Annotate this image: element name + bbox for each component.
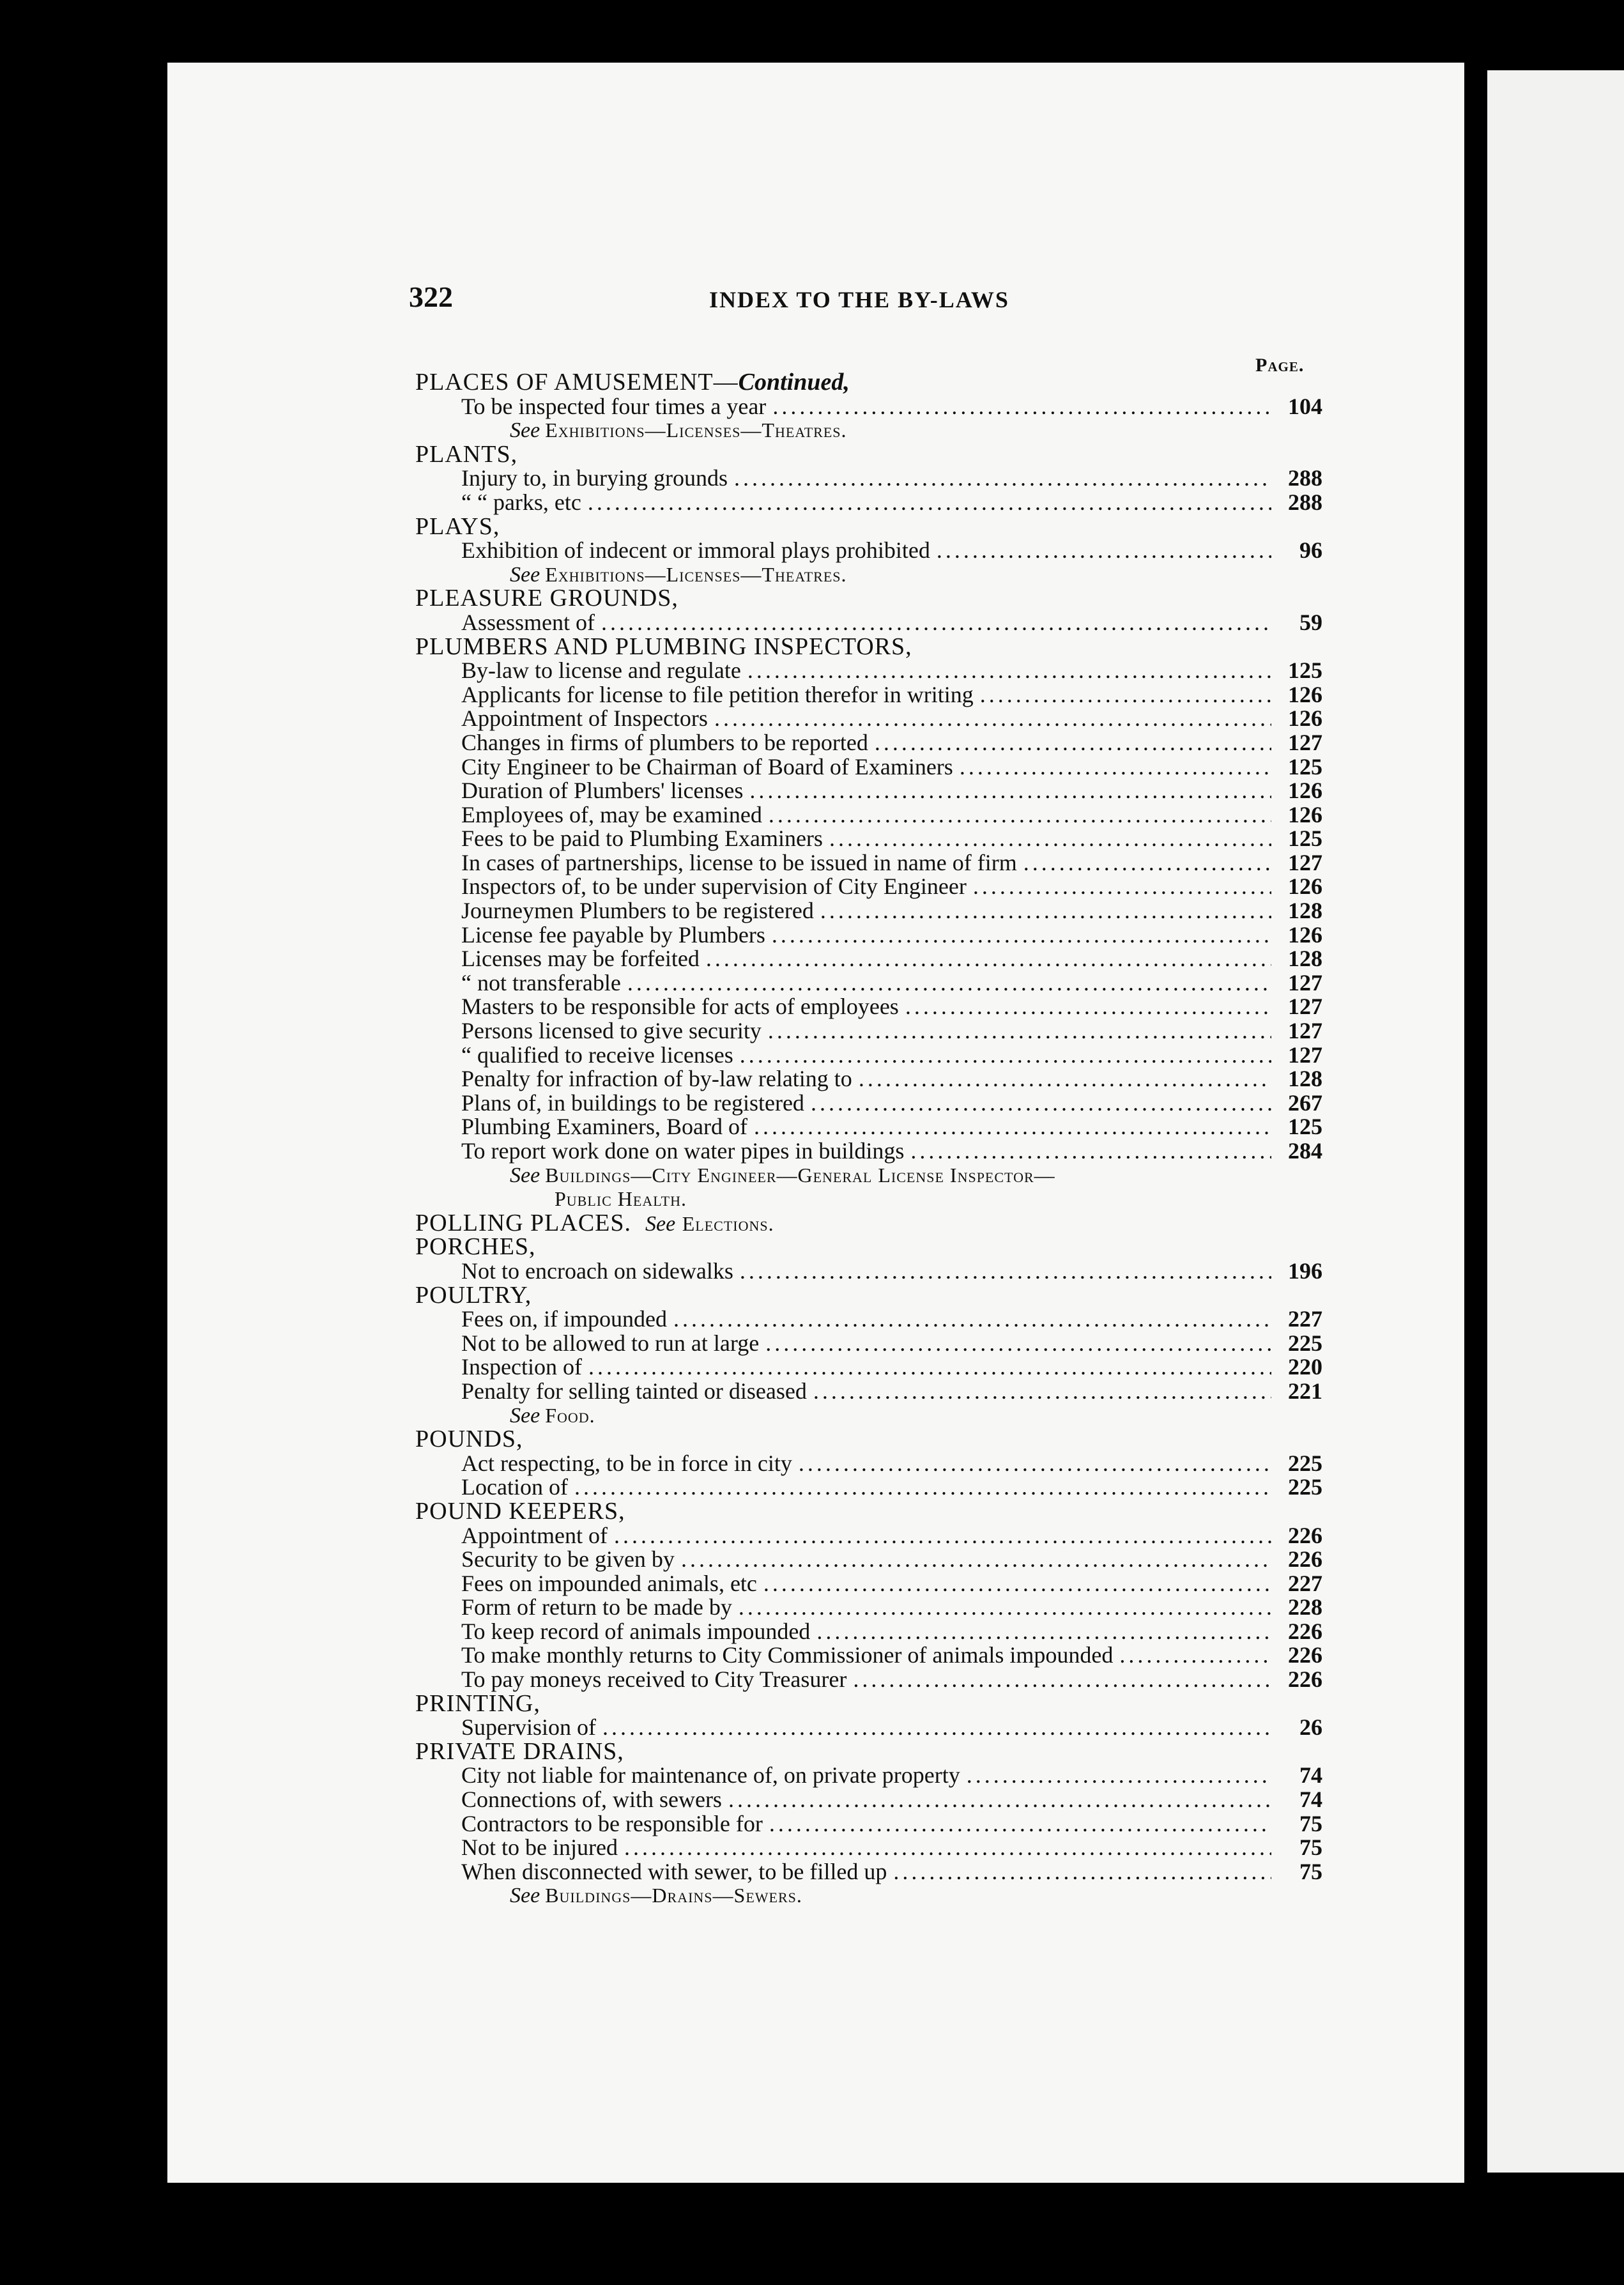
dot-leader bbox=[980, 683, 1271, 707]
entry-page-number: 228 bbox=[1288, 1594, 1322, 1620]
index-entry bbox=[402, 1452, 1322, 1476]
entry-text: Fees to be paid to Plumbing Examiners bbox=[461, 826, 823, 852]
heading-text: POULTRY, bbox=[415, 1281, 532, 1309]
heading-text: POUNDS, bbox=[415, 1426, 523, 1453]
dot-leader bbox=[1119, 1643, 1271, 1668]
index-entry bbox=[402, 1668, 1322, 1692]
dot-leader bbox=[601, 611, 1271, 635]
see-label: See bbox=[510, 1403, 540, 1427]
see-reference-continued bbox=[402, 1187, 1322, 1212]
entry-page-number: 125 bbox=[1288, 826, 1322, 852]
dot-leader bbox=[765, 1332, 1271, 1356]
entry-page-number: 96 bbox=[1299, 537, 1322, 564]
entry-text: Fees on, if impounded bbox=[461, 1306, 667, 1332]
dot-leader bbox=[769, 803, 1271, 827]
index-entry bbox=[402, 1475, 1322, 1500]
entry-page-number: 196 bbox=[1288, 1258, 1322, 1284]
entry-text: Contractors to be responsible for bbox=[461, 1810, 763, 1836]
entry-text: When disconnected with sewer, to be filled up bbox=[461, 1858, 887, 1884]
see-targets: Food. bbox=[545, 1403, 595, 1427]
entry-text: Inspection of bbox=[461, 1354, 582, 1380]
entry-page-number: 126 bbox=[1288, 873, 1322, 900]
entry-page-number: 227 bbox=[1288, 1570, 1322, 1596]
index-heading bbox=[402, 1737, 1322, 1765]
index-entry bbox=[402, 779, 1322, 803]
entry-text: Plumbing Examiners, Board of bbox=[461, 1114, 747, 1140]
entry-text: Applicants for license to file petition therefor in writing bbox=[461, 681, 974, 707]
index-entry bbox=[402, 659, 1322, 683]
see-label: See bbox=[510, 1884, 540, 1908]
entry-text: Journeymen Plumbers to be registered bbox=[461, 898, 814, 924]
entry-text: In cases of partnerships, license to be issued in name of firm bbox=[461, 849, 1017, 875]
dot-leader bbox=[829, 827, 1271, 851]
dot-leader bbox=[602, 1716, 1271, 1740]
entry-text: Form of return to be made by bbox=[461, 1594, 732, 1620]
entry-text: Licenses may be forfeited bbox=[461, 946, 700, 972]
entry-page-number: 284 bbox=[1288, 1138, 1322, 1164]
dot-leader bbox=[706, 947, 1271, 971]
see-targets: Public Health. bbox=[555, 1187, 687, 1211]
index-entry bbox=[402, 1091, 1322, 1116]
see-reference bbox=[402, 563, 1322, 587]
dot-leader bbox=[673, 1307, 1271, 1332]
entry-page-number: 74 bbox=[1299, 1762, 1322, 1789]
entry-text: Location of bbox=[461, 1474, 568, 1500]
index-entry bbox=[402, 1596, 1322, 1620]
heading-text: PLAYS, bbox=[415, 512, 500, 540]
index-entry bbox=[402, 611, 1322, 635]
see-label: See bbox=[510, 562, 540, 587]
index-entry bbox=[402, 1860, 1322, 1884]
entry-text: Inspectors of, to be under supervision of City Engineer bbox=[461, 873, 967, 900]
see-targets: Buildings—Drains—Sewers. bbox=[545, 1884, 802, 1907]
dot-leader bbox=[811, 1091, 1271, 1116]
dot-leader bbox=[740, 1259, 1271, 1284]
entry-page-number: 226 bbox=[1288, 1618, 1322, 1644]
dot-leader bbox=[772, 395, 1271, 419]
entry-page-number: 126 bbox=[1288, 778, 1322, 804]
heading-text: PLEASURE GROUNDS, bbox=[415, 585, 678, 612]
entry-page-number: 288 bbox=[1288, 489, 1322, 515]
entry-page-number: 227 bbox=[1288, 1306, 1322, 1332]
index-heading-with-see bbox=[402, 1209, 1322, 1236]
dot-leader bbox=[588, 491, 1271, 515]
entry-page-number: 125 bbox=[1288, 1114, 1322, 1140]
heading-text: PRIVATE DRAINS, bbox=[415, 1737, 624, 1765]
entry-page-number: 225 bbox=[1288, 1450, 1322, 1476]
entry-text: “ qualified to receive licenses bbox=[461, 1042, 733, 1068]
entry-text: License fee payable by Plumbers bbox=[461, 921, 765, 948]
dot-leader bbox=[574, 1475, 1271, 1500]
index-entry bbox=[402, 1812, 1322, 1836]
dot-leader bbox=[937, 539, 1271, 563]
entry-text: Security to be given by bbox=[461, 1546, 675, 1573]
entry-page-number: 225 bbox=[1288, 1474, 1322, 1500]
entry-page-number: 128 bbox=[1288, 946, 1322, 972]
entry-text: Appointment of bbox=[461, 1522, 608, 1548]
heading-text: PRINTING, bbox=[415, 1689, 540, 1717]
index-heading bbox=[402, 1281, 1322, 1309]
dot-leader bbox=[768, 1019, 1271, 1043]
heading-text: PLUMBERS AND PLUMBING INSPECTORS, bbox=[415, 633, 912, 660]
index-entry bbox=[402, 1019, 1322, 1043]
entry-text: Duration of Plumbers' licenses bbox=[461, 778, 744, 804]
entry-text: To make monthly returns to City Commissioner of animals impounded bbox=[461, 1642, 1114, 1668]
entry-text: By-law to license and regulate bbox=[461, 658, 741, 684]
index-entry bbox=[402, 1115, 1322, 1139]
entry-page-number: 220 bbox=[1288, 1354, 1322, 1380]
dot-leader bbox=[772, 923, 1271, 948]
entry-text: “ “ parks, etc bbox=[461, 489, 581, 515]
index-entry bbox=[402, 1836, 1322, 1860]
entry-page-number: 225 bbox=[1288, 1330, 1322, 1356]
index-entry bbox=[402, 947, 1322, 971]
dot-leader bbox=[734, 466, 1271, 491]
entry-page-number: 226 bbox=[1288, 1642, 1322, 1668]
entry-text: Assessment of bbox=[461, 609, 595, 635]
entry-text: To report work done on water pipes in buildings bbox=[461, 1138, 905, 1164]
entry-page-number: 128 bbox=[1288, 898, 1322, 924]
index-entry bbox=[402, 851, 1322, 875]
index-entry bbox=[402, 995, 1322, 1019]
index-entry bbox=[402, 395, 1322, 419]
entry-text: Injury to, in burying grounds bbox=[461, 465, 728, 491]
entry-text: To keep record of animals impounded bbox=[461, 1618, 811, 1644]
index-entry bbox=[402, 803, 1322, 827]
entry-text: Not to encroach on sidewalks bbox=[461, 1258, 733, 1284]
dot-leader bbox=[973, 875, 1271, 899]
index-entry bbox=[402, 827, 1322, 851]
dot-leader bbox=[893, 1860, 1271, 1884]
heading-text: PLANTS, bbox=[415, 440, 518, 468]
index-heading bbox=[402, 1235, 1322, 1259]
heading-text: POUND KEEPERS, bbox=[415, 1497, 625, 1525]
running-title: INDEX TO THE BY-LAWS bbox=[709, 287, 1009, 312]
index-entry bbox=[402, 466, 1322, 491]
entry-page-number: 126 bbox=[1288, 921, 1322, 948]
index-heading bbox=[402, 1427, 1322, 1452]
see-label: See bbox=[645, 1212, 676, 1236]
dot-leader bbox=[749, 779, 1271, 803]
index-entry bbox=[402, 1307, 1322, 1332]
entry-text: Plans of, in buildings to be registered bbox=[461, 1089, 804, 1116]
see-label: See bbox=[510, 419, 540, 443]
index-entry bbox=[402, 755, 1322, 780]
dot-leader bbox=[728, 1788, 1271, 1812]
dot-leader bbox=[816, 1620, 1271, 1644]
entry-text: Fees on impounded animals, etc bbox=[461, 1570, 757, 1596]
entry-page-number: 125 bbox=[1288, 753, 1322, 780]
entry-text: City Engineer to be Chairman of Board of Examiners bbox=[461, 753, 953, 780]
see-targets: Exhibitions—Licenses—Theatres. bbox=[545, 419, 847, 442]
index-heading bbox=[402, 371, 1322, 395]
entry-text: Changes in firms of plumbers to be reported bbox=[461, 729, 868, 755]
index-entry bbox=[402, 1643, 1322, 1668]
dot-leader bbox=[754, 1115, 1271, 1139]
dot-leader bbox=[627, 971, 1271, 996]
entry-page-number: 267 bbox=[1288, 1089, 1322, 1116]
dot-leader bbox=[769, 1812, 1271, 1836]
index-entry bbox=[402, 1572, 1322, 1596]
dot-leader bbox=[820, 899, 1271, 923]
entry-text: Connections of, with sewers bbox=[461, 1787, 722, 1813]
adjacent-page-edge bbox=[1487, 70, 1624, 2173]
entry-text: Act respecting, to be in force in city bbox=[461, 1450, 792, 1476]
entry-page-number: 128 bbox=[1288, 1066, 1322, 1092]
index-heading bbox=[402, 440, 1322, 468]
dot-leader bbox=[859, 1067, 1271, 1091]
see-reference bbox=[402, 419, 1322, 443]
index-entry bbox=[402, 1620, 1322, 1644]
index-entry bbox=[402, 1764, 1322, 1788]
entry-text: Not to be injured bbox=[461, 1835, 618, 1861]
entry-page-number: 125 bbox=[1288, 658, 1322, 684]
heading-text: POLLING PLACES. bbox=[415, 1209, 632, 1236]
index-entry bbox=[402, 1259, 1322, 1284]
index-heading bbox=[402, 587, 1322, 611]
entry-page-number: 221 bbox=[1288, 1378, 1322, 1404]
index-entry bbox=[402, 731, 1322, 755]
index-entry bbox=[402, 1788, 1322, 1812]
index-entry bbox=[402, 923, 1322, 948]
dot-leader bbox=[588, 1355, 1271, 1380]
see-label: See bbox=[510, 1163, 540, 1187]
entry-page-number: 126 bbox=[1288, 801, 1322, 827]
index-heading bbox=[402, 1689, 1322, 1717]
dot-leader bbox=[960, 755, 1271, 780]
see-targets: Exhibitions—Licenses—Theatres. bbox=[545, 562, 847, 586]
index-entry bbox=[402, 1332, 1322, 1356]
see-reference bbox=[402, 1164, 1322, 1188]
entry-text: Supervision of bbox=[461, 1714, 596, 1741]
entry-text: To be inspected four times a year bbox=[461, 393, 767, 419]
dot-leader bbox=[624, 1836, 1271, 1860]
dot-leader bbox=[910, 1139, 1271, 1164]
index-entry bbox=[402, 1355, 1322, 1380]
entry-page-number: 74 bbox=[1299, 1787, 1322, 1813]
entry-page-number: 127 bbox=[1288, 1042, 1322, 1068]
dot-leader bbox=[813, 1380, 1271, 1404]
index-entry bbox=[402, 971, 1322, 996]
dot-leader bbox=[967, 1764, 1271, 1788]
dot-leader bbox=[1023, 851, 1271, 875]
page-number: 322 bbox=[409, 281, 453, 313]
see-targets: Buildings—City Engineer—General License Inspector— bbox=[545, 1163, 1055, 1187]
index-entry bbox=[402, 707, 1322, 731]
entry-page-number: 127 bbox=[1288, 729, 1322, 755]
see-targets: Elections. bbox=[682, 1212, 774, 1235]
entry-page-number: 127 bbox=[1288, 849, 1322, 875]
entry-text: Employees of, may be examined bbox=[461, 801, 762, 827]
dot-leader bbox=[853, 1668, 1271, 1692]
entry-page-number: 26 bbox=[1299, 1714, 1322, 1741]
continued-label: Continued, bbox=[738, 369, 850, 396]
entry-text: Penalty for selling tainted or diseased bbox=[461, 1378, 807, 1404]
index-entry bbox=[402, 1716, 1322, 1740]
dot-leader bbox=[763, 1572, 1271, 1596]
entry-page-number: 288 bbox=[1288, 465, 1322, 491]
dot-leader bbox=[614, 1524, 1271, 1548]
entry-text: Appointment of Inspectors bbox=[461, 705, 708, 732]
index-entry bbox=[402, 1067, 1322, 1091]
index-entry bbox=[402, 1524, 1322, 1548]
index-heading bbox=[402, 635, 1322, 659]
entry-page-number: 126 bbox=[1288, 681, 1322, 707]
entry-page-number: 127 bbox=[1288, 1018, 1322, 1044]
dot-leader bbox=[681, 1548, 1271, 1572]
dot-leader bbox=[905, 995, 1271, 1019]
index-entry bbox=[402, 1548, 1322, 1572]
entry-text: Not to be allowed to run at large bbox=[461, 1330, 760, 1356]
entry-page-number: 126 bbox=[1288, 705, 1322, 732]
entry-page-number: 226 bbox=[1288, 1666, 1322, 1693]
entry-page-number: 59 bbox=[1299, 609, 1322, 635]
page-column-label: Page. bbox=[1255, 355, 1305, 376]
entry-page-number: 127 bbox=[1288, 994, 1322, 1020]
index-list bbox=[402, 371, 1322, 1908]
entry-text: Penalty for infraction of by-law relating to bbox=[461, 1066, 852, 1092]
see-reference bbox=[402, 1884, 1322, 1908]
entry-text: To pay moneys received to City Treasurer bbox=[461, 1666, 847, 1693]
entry-text: Persons licensed to give security bbox=[461, 1018, 762, 1044]
entry-page-number: 226 bbox=[1288, 1546, 1322, 1573]
index-entry bbox=[402, 539, 1322, 563]
index-entry bbox=[402, 683, 1322, 707]
entry-text: City not liable for maintenance of, on private property bbox=[461, 1762, 960, 1789]
entry-text: Exhibition of indecent or immoral plays prohibited bbox=[461, 537, 930, 564]
entry-page-number: 104 bbox=[1288, 393, 1322, 419]
index-entry bbox=[402, 875, 1322, 899]
dot-leader bbox=[799, 1452, 1271, 1476]
entry-page-number: 75 bbox=[1299, 1835, 1322, 1861]
index-entry bbox=[402, 899, 1322, 923]
heading-text: PLACES OF AMUSEMENT— bbox=[415, 369, 739, 396]
page-header bbox=[409, 280, 1322, 318]
dot-leader bbox=[739, 1596, 1271, 1620]
heading-text: PORCHES, bbox=[415, 1233, 536, 1261]
index-heading bbox=[402, 1497, 1322, 1525]
index-entry bbox=[402, 1139, 1322, 1164]
dot-leader bbox=[714, 707, 1271, 731]
entry-page-number: 226 bbox=[1288, 1522, 1322, 1548]
index-entry bbox=[402, 1043, 1322, 1068]
index-heading bbox=[402, 512, 1322, 540]
dot-leader bbox=[747, 659, 1271, 683]
see-reference bbox=[402, 1404, 1322, 1428]
entry-page-number: 75 bbox=[1299, 1810, 1322, 1836]
entry-text: Masters to be responsible for acts of employees bbox=[461, 994, 899, 1020]
entry-page-number: 127 bbox=[1288, 969, 1322, 996]
index-entry bbox=[402, 491, 1322, 515]
index-entry bbox=[402, 1380, 1322, 1404]
entry-text: “ not transferable bbox=[461, 969, 621, 996]
dot-leader bbox=[875, 731, 1271, 755]
dot-leader bbox=[740, 1043, 1271, 1068]
entry-page-number: 75 bbox=[1299, 1858, 1322, 1884]
